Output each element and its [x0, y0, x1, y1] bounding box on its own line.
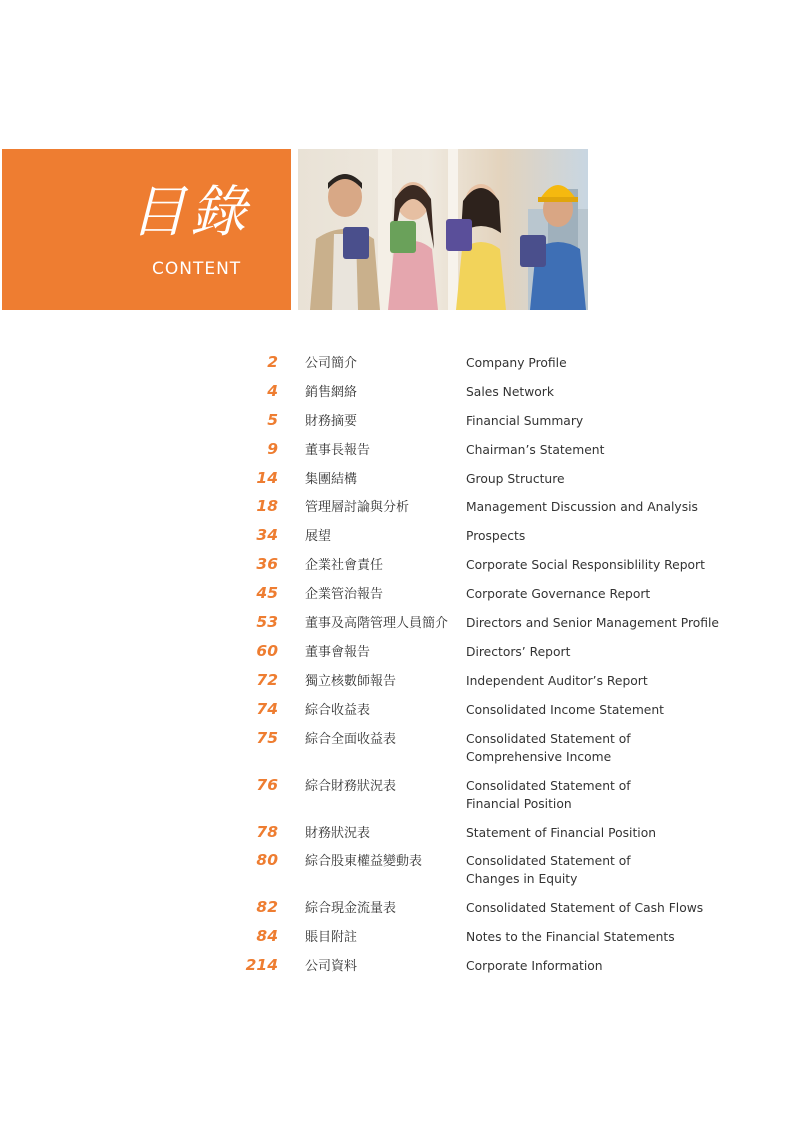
toc-entry[interactable]: [240, 775, 780, 822]
title-english: Consolidated Statement of Financial Position: [466, 778, 631, 811]
title-chinese: 銷售網絡: [305, 384, 358, 400]
page-number: 75: [256, 728, 278, 747]
toc-entry[interactable]: [240, 897, 780, 926]
page-number: 9: [267, 439, 278, 458]
title-chinese: 董事及高階管理人員簡介: [305, 616, 449, 632]
title-chinese: 綜合股東權益變動表: [305, 854, 423, 870]
page-number: 80: [256, 851, 278, 870]
title-english: Corporate Social Responsiblility Report: [466, 558, 705, 573]
title-chinese: 財務狀況表: [305, 825, 371, 841]
page-number: 5: [267, 410, 278, 429]
toc-entry[interactable]: [240, 850, 780, 897]
title-english: Notes to the Financial Statements: [466, 930, 675, 945]
toc-entry[interactable]: [240, 410, 780, 439]
toc-entry[interactable]: [240, 728, 780, 775]
page-number: 78: [256, 822, 278, 841]
toc-entry[interactable]: [240, 496, 780, 525]
toc-entry[interactable]: [240, 955, 780, 984]
toc-entry[interactable]: [240, 926, 780, 955]
title-english: Sales Network: [466, 384, 554, 399]
toc-entry[interactable]: [240, 822, 780, 851]
title-english: Consolidated Income Statement: [466, 702, 664, 717]
toc-entry[interactable]: [240, 468, 780, 497]
page-number: 18: [256, 497, 278, 516]
toc-entry[interactable]: [240, 554, 780, 583]
page-number: 214: [245, 956, 278, 975]
title-chinese: 董事會報告: [305, 644, 371, 660]
toc-entry[interactable]: [240, 352, 780, 381]
table-of-contents: [240, 352, 780, 984]
toc-entry[interactable]: [240, 525, 780, 554]
title-english: Directors and Senior Management Profile: [466, 616, 719, 631]
toc-entry[interactable]: [240, 670, 780, 699]
title-chinese: 獨立核數師報告: [305, 673, 397, 689]
page-number: 76: [256, 775, 278, 794]
title-english: Corporate Governance Report: [466, 587, 651, 602]
title-chinese: 展望: [305, 529, 332, 545]
page-number: 2: [267, 353, 278, 371]
page-number: 53: [256, 613, 278, 632]
title-english: Consolidated Statement of Changes in Equity: [466, 854, 631, 887]
title-chinese: 目錄: [130, 180, 250, 245]
title-english: Corporate Information: [466, 959, 603, 974]
title-english: Consolidated Statement of Comprehensive Income: [466, 731, 631, 764]
title-chinese: 綜合全面收益表: [305, 731, 397, 747]
toc-entry[interactable]: [240, 641, 780, 670]
page-number: 74: [256, 699, 278, 718]
toc-entry[interactable]: [240, 583, 780, 612]
title-chinese: 管理層討論與分析: [305, 500, 410, 516]
title-english: Management Discussion and Analysis: [466, 500, 698, 515]
title-english: Prospects: [466, 529, 526, 544]
title-english: Chairman’s Statement: [466, 442, 605, 457]
page-number: 36: [256, 555, 278, 574]
toc-entry[interactable]: [240, 381, 780, 410]
title-english: Company Profile: [466, 356, 567, 370]
title-chinese: 企業管治報告: [305, 587, 384, 603]
title-english: Directors’ Report: [466, 644, 571, 659]
page-number: 84: [256, 927, 278, 946]
title-chinese: 董事長報告: [305, 442, 371, 458]
cover-photo: [298, 149, 588, 310]
title-chinese: 綜合財務狀況表: [305, 778, 397, 794]
title-chinese: 賬目附註: [305, 930, 358, 946]
title-english: Consolidated Statement of Cash Flows: [466, 901, 704, 916]
title-english: Statement of Financial Position: [466, 825, 657, 840]
header-banner: [2, 149, 291, 310]
toc-entry[interactable]: [240, 612, 780, 641]
page-number: 14: [256, 468, 278, 487]
title-chinese: 公司簡介: [305, 356, 358, 371]
title-english: Independent Auditor’s Report: [466, 673, 648, 688]
title-chinese: 綜合現金流量表: [305, 901, 397, 917]
title-chinese: 集團結構: [305, 471, 358, 487]
page-number: 45: [256, 584, 278, 603]
page-number: 4: [267, 381, 278, 400]
page-number: 60: [256, 641, 278, 660]
title-chinese: 綜合收益表: [305, 702, 371, 718]
title-english: Group Structure: [466, 471, 565, 486]
toc-entry[interactable]: [240, 699, 780, 728]
title-chinese: 財務摘要: [305, 413, 358, 429]
title-english: Financial Summary: [466, 413, 584, 428]
page-number: 34: [256, 526, 278, 545]
title-english: CONTENT: [152, 259, 242, 279]
toc-entry[interactable]: [240, 439, 780, 468]
page-number: 82: [256, 898, 278, 917]
title-chinese: 公司資料: [305, 959, 358, 975]
page-number: 72: [256, 670, 278, 689]
title-chinese: 企業社會責任: [305, 558, 384, 574]
